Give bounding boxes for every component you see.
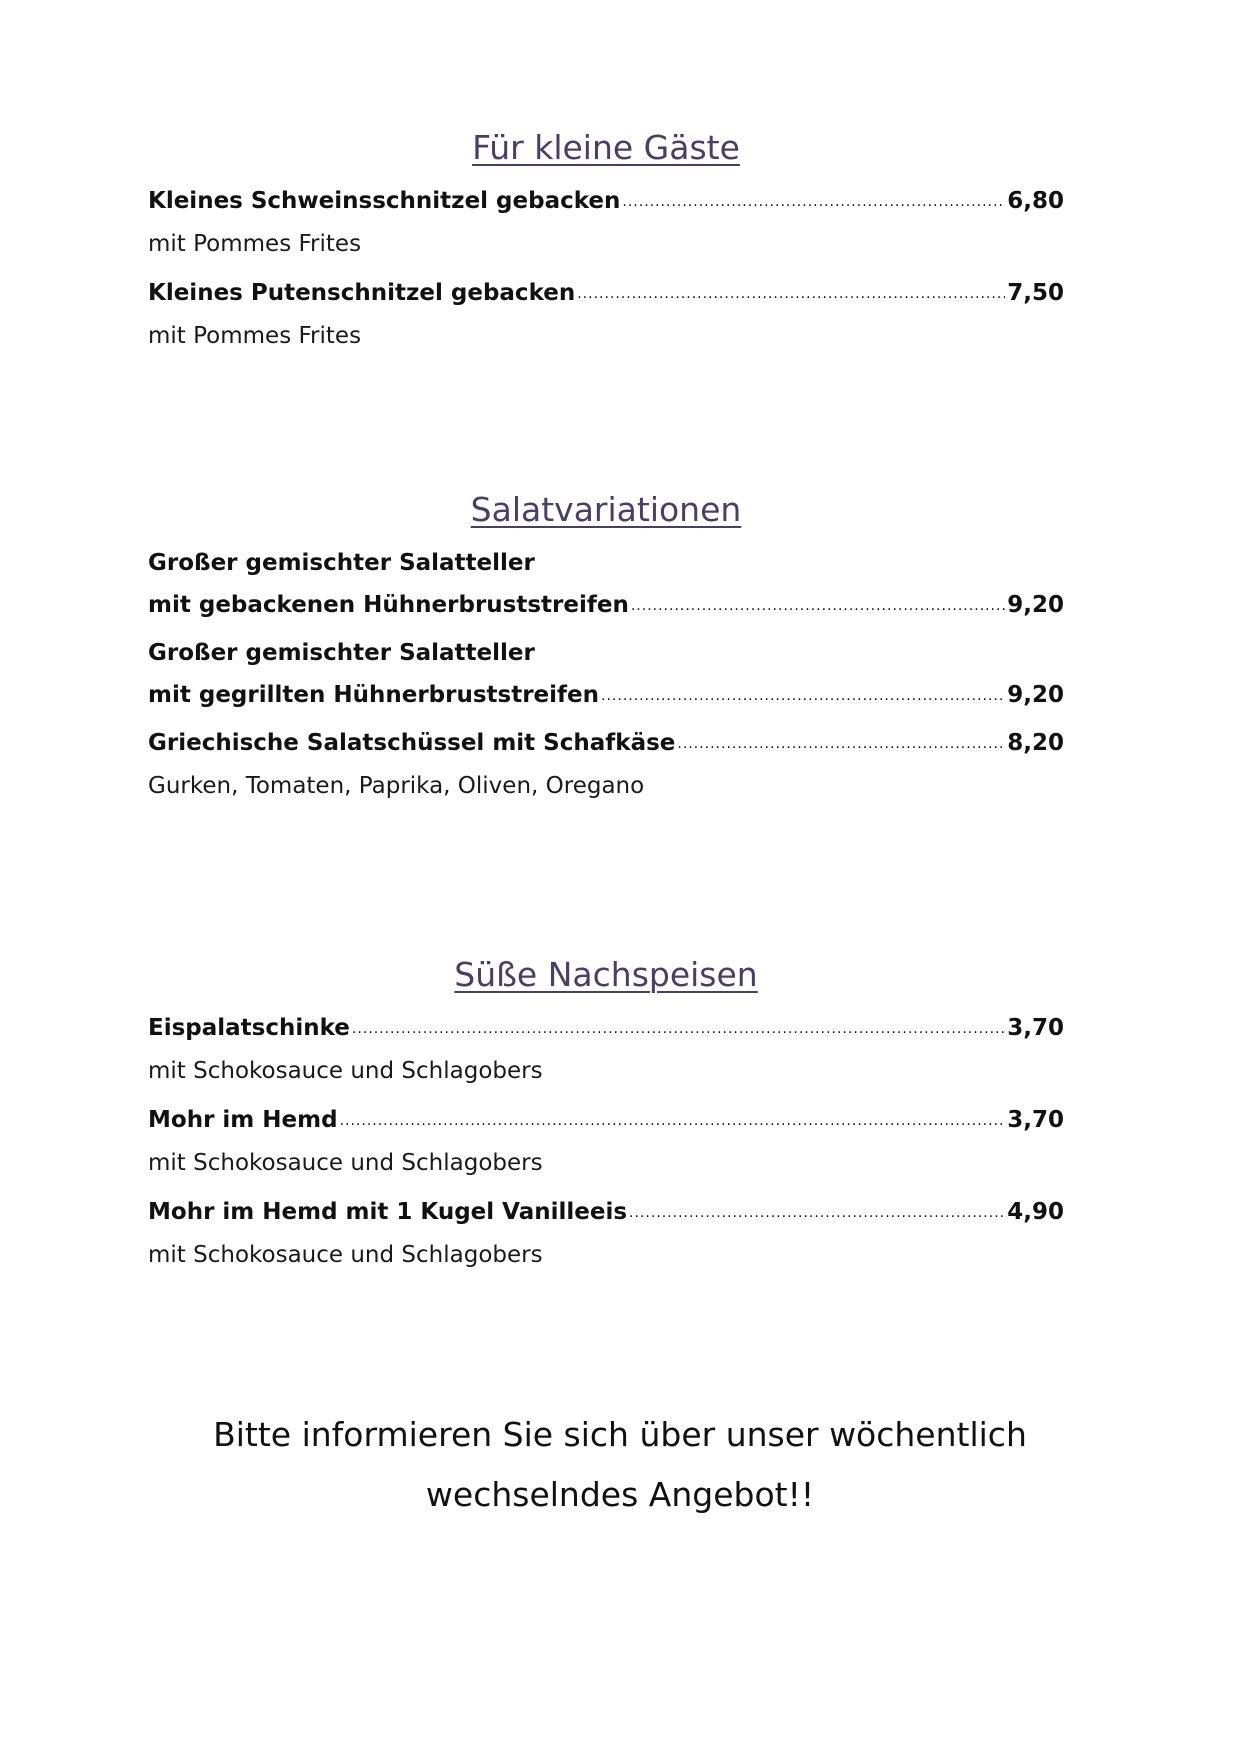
section-kids [148, 126, 1064, 358]
item-price: 8,20 [1007, 730, 1064, 756]
menu-item [148, 180, 1064, 266]
item-price: 7,50 [1007, 280, 1064, 306]
dot-leader [622, 181, 1005, 223]
item-name: Kleines Schweinsschnitzel gebacken [148, 188, 621, 214]
item-price: 9,20 [1007, 682, 1064, 708]
item-price: 6,80 [1007, 188, 1064, 214]
section-salads [148, 488, 1064, 808]
item-name-first-line: Großer gemischter Salatteller [148, 640, 535, 666]
item-row [148, 674, 1064, 716]
menu-item [148, 1191, 1064, 1277]
item-description: mit Pommes Frites [148, 323, 362, 349]
item-description: mit Schokosauce und Schlagobers [148, 1150, 543, 1176]
item-row [148, 722, 1064, 764]
section-title: Salatvariationen [470, 490, 742, 529]
dot-leader [340, 1100, 1006, 1142]
item-row [148, 1099, 1064, 1141]
item-row [148, 180, 1064, 222]
item-description: Gurken, Tomaten, Paprika, Oliven, Oregano [148, 773, 645, 799]
item-name: Eispalatschinke [148, 1015, 350, 1041]
dot-leader [352, 1008, 1005, 1050]
weekly-offer-notice [100, 1405, 1140, 1525]
section-desserts [148, 953, 1064, 1277]
item-name: Kleines Putenschnitzel gebacken [148, 280, 576, 306]
item-row [148, 584, 1064, 626]
item-row [148, 1191, 1064, 1233]
item-row [148, 1007, 1064, 1049]
item-description: mit Pommes Frites [148, 231, 362, 257]
menu-item [148, 632, 1064, 716]
item-price: 4,90 [1007, 1199, 1064, 1225]
item-name: mit gegrillten Hühnerbruststreifen [148, 682, 600, 708]
item-description: mit Schokosauce und Schlagobers [148, 1242, 543, 1268]
menu-item [148, 1007, 1064, 1093]
menu-item [148, 542, 1064, 626]
menu-item [148, 722, 1064, 808]
item-price: 9,20 [1007, 592, 1064, 618]
item-name: mit gebackenen Hühnerbruststreifen [148, 592, 629, 618]
dot-leader [629, 1192, 1005, 1234]
item-name: Mohr im Hemd mit 1 Kugel Vanilleeis [148, 1199, 628, 1225]
item-price: 3,70 [1007, 1015, 1064, 1041]
item-row [148, 272, 1064, 314]
notice-line-2: wechselndes Angebot!! [425, 1475, 815, 1514]
item-name: Mohr im Hemd [148, 1107, 338, 1133]
menu-item [148, 1099, 1064, 1185]
section-title: Süße Nachspeisen [454, 955, 758, 994]
item-name-first-line: Großer gemischter Salatteller [148, 550, 535, 576]
dot-leader [601, 675, 1005, 717]
section-title: Für kleine Gäste [472, 128, 740, 167]
notice-line-1: Bitte informieren Sie sich über unser wöchentlich [213, 1415, 1027, 1454]
dot-leader [631, 585, 1005, 627]
item-name: Griechische Salatschüssel mit Schafkäse [148, 730, 676, 756]
dot-leader [677, 723, 1005, 765]
item-description: mit Schokosauce und Schlagobers [148, 1058, 543, 1084]
menu-item [148, 272, 1064, 358]
item-price: 3,70 [1007, 1107, 1064, 1133]
dot-leader [577, 273, 1005, 315]
